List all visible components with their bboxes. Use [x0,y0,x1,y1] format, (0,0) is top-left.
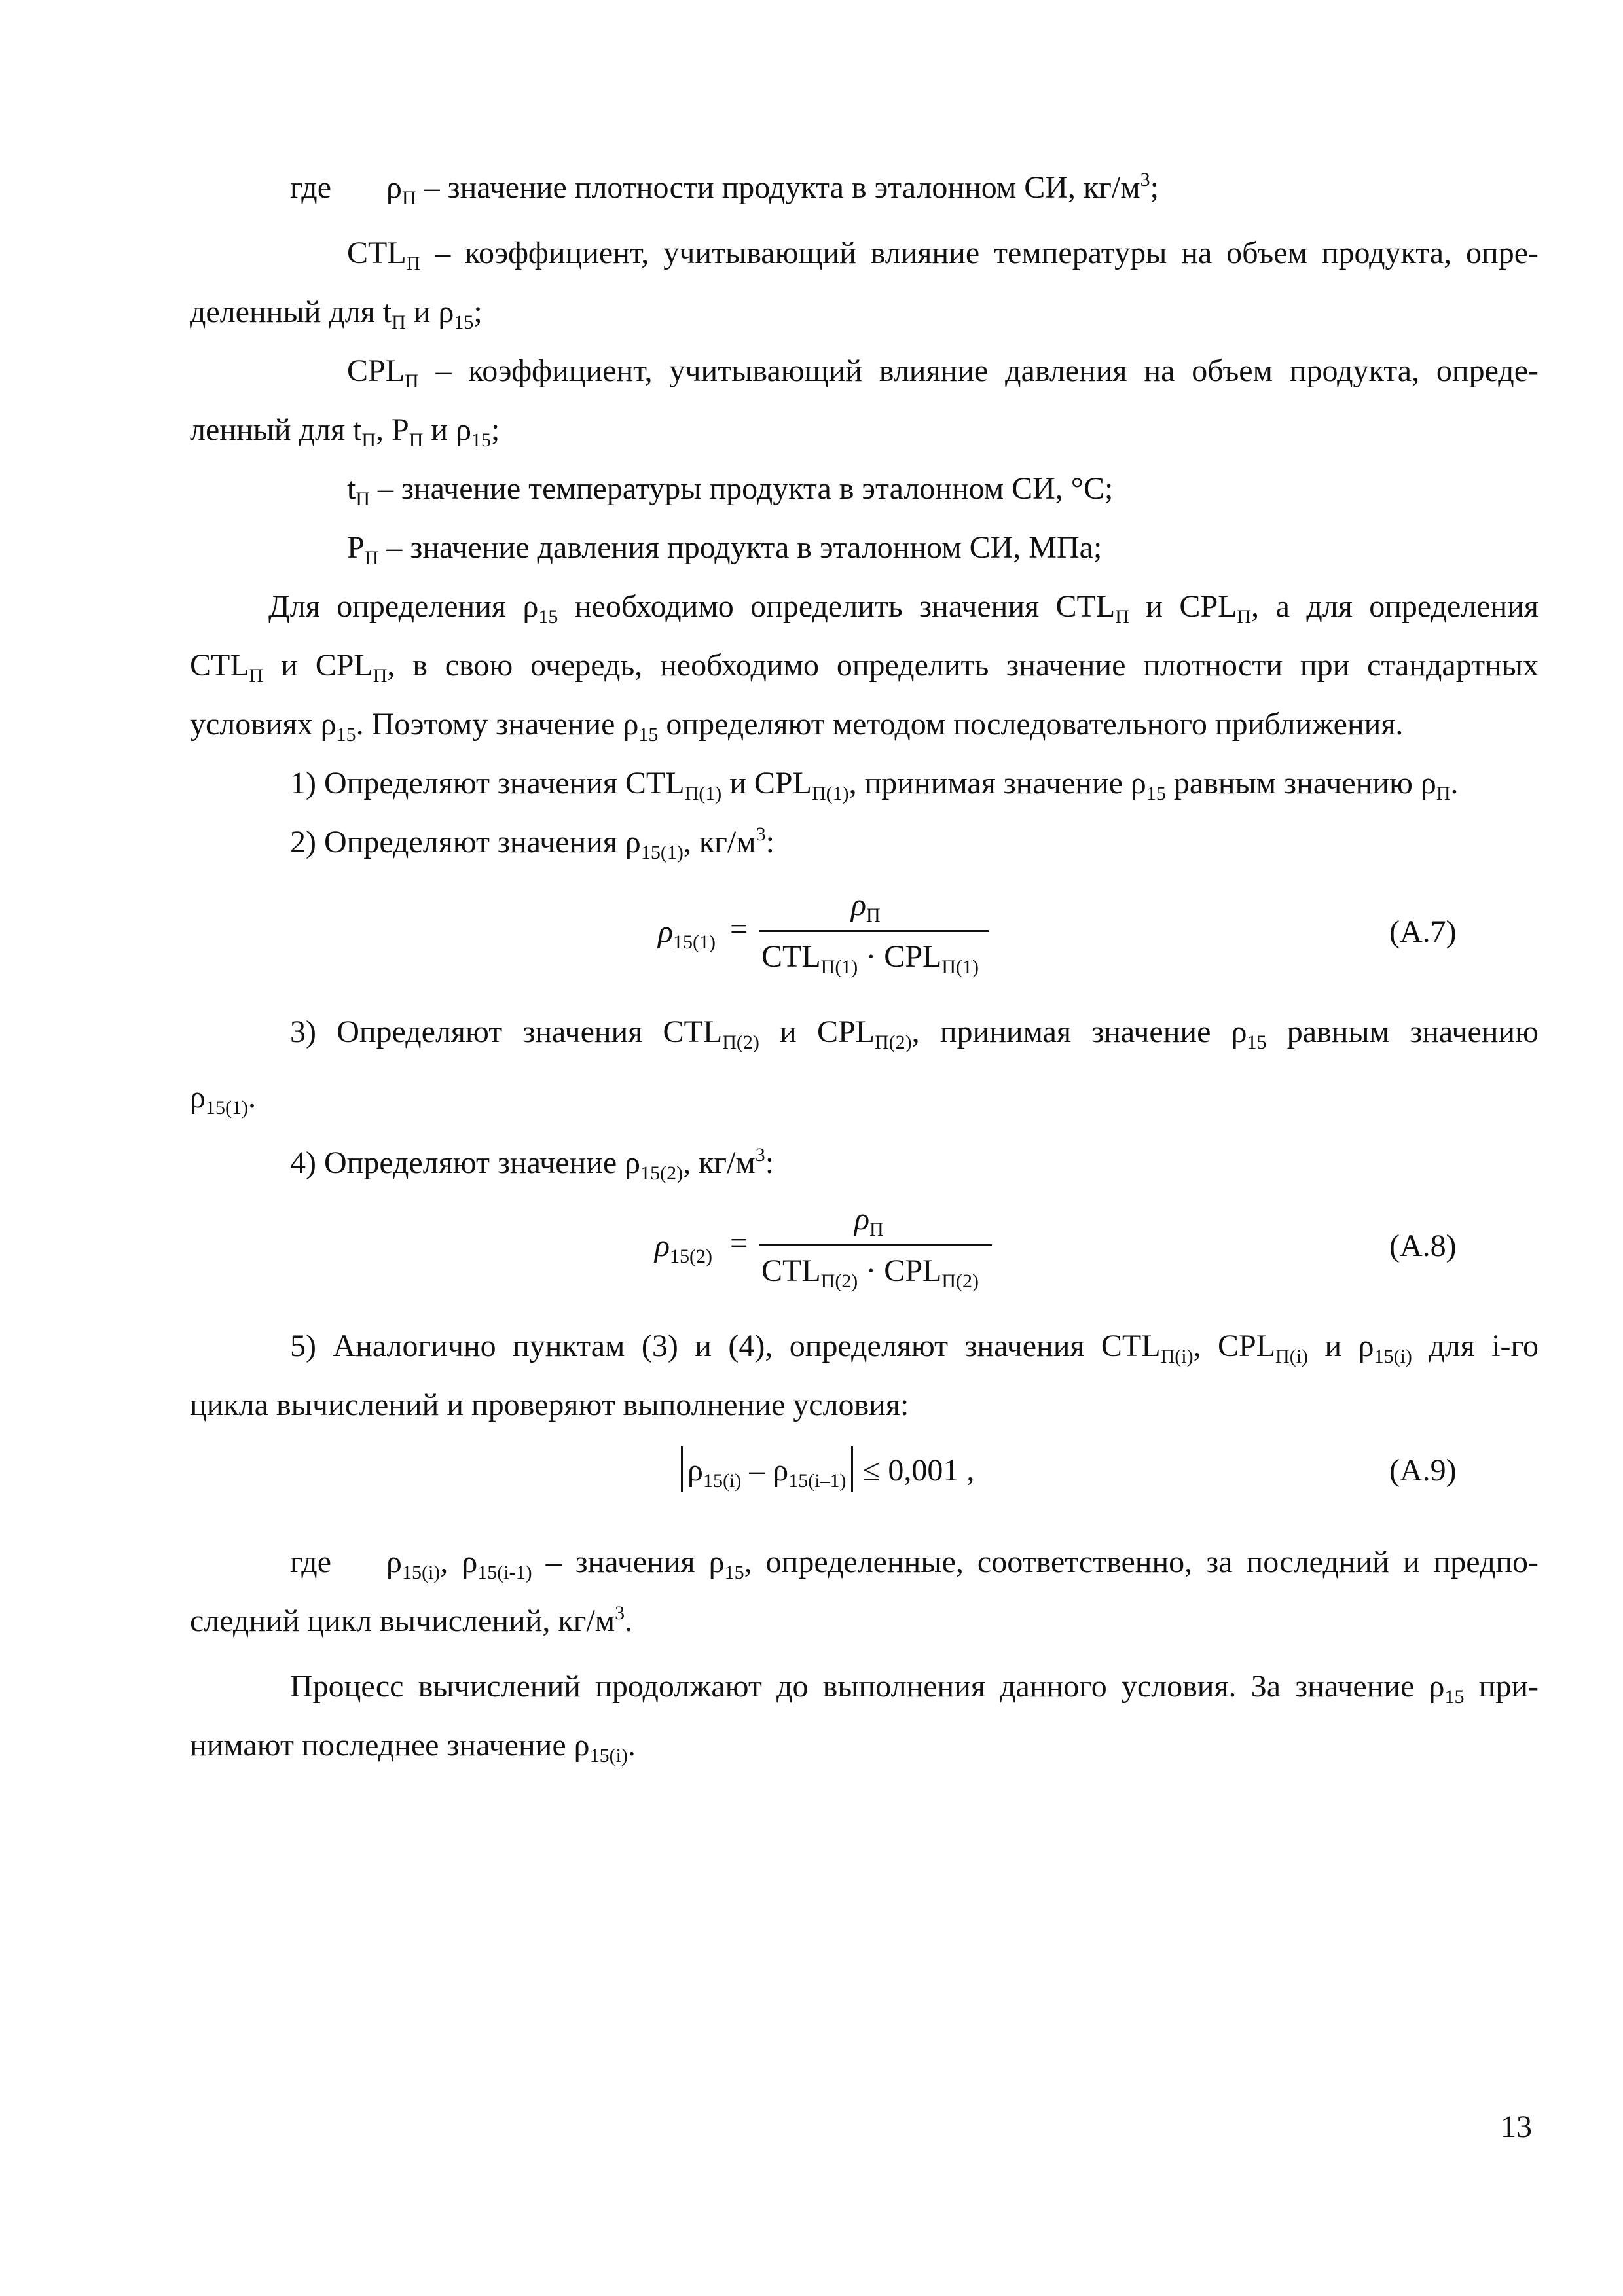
where-label: где [290,170,332,205]
page-number: 13 [1501,2109,1532,2144]
def-t: $t_П$ – значение температуры продукта в эталонном СИ, °C; [347,471,1114,510]
final-line1: Процесс вычислений продолжают до выполнения данного условия. За значение $\rho_{15}$ при- [290,1669,1539,1708]
eq7-fraction-bar [759,930,989,932]
eq7-lhs: $\rho_{15(1)}$ [658,914,716,953]
eq8-denominator: $CTL_{П(2)} \cdot CPL_{П(2)}$ [761,1253,979,1292]
para1-line1: Для определения $\rho_{15}$ необходимо определить значения $CTL_П$ и $CPL_П$, а для определения [268,589,1539,628]
step1: 1) Определяют значения $CTL_{П(1)}$ и $CPL_{П(1)}$, принимая значение $\rho_{15}$ равным значению $\rho_П$. [290,766,1459,804]
eq9-label: (А.9) [1389,1453,1457,1488]
where2-def: $\rho_{15(i)}$, $\rho_{15(i-1)}$ – значения $\rho_{15}$, определенные, соответственно, за последний и предпо- [386,1545,1539,1583]
para1-line3: условиях $\rho_{15}$. Поэтому значение $\rho_{15}$ определяют методом последовательного приближения. [190,707,1404,745]
eq8-fraction-bar [759,1244,992,1246]
eq9-rhs: ≤ 0,001 , [863,1453,975,1488]
step4: 4) Определяют значение $\rho_{15(2)}$, $кг/м^3$: [290,1144,775,1184]
where2-label: где [290,1545,332,1579]
def-ctl: $CTL_П$ – коэффициент, учитывающий влияние температуры на объем продукта, опре- [347,236,1539,274]
eq8-equals: = [730,1226,748,1261]
eq9-lhs: $\rho_{15(i)} - \rho_{15(i-1)}$ [687,1453,847,1492]
def-rho-p: $\rho_П$ – значение плотности продукта в эталонном СИ, $кг/м^3$; [386,169,1159,209]
step3-cont: $\rho_{15(1)}$. [190,1080,256,1119]
def-cpl-cont: ленный для $t_П$, $P_П$ и $\rho_{15}$; [190,412,500,451]
eq9-abs-right [851,1446,853,1492]
para1-line2: $CTL_П$ и $CPL_П$, в свою очередь, необходимо определить значение плотности при стандартных [190,648,1539,687]
def-p: $P_П$ – значение давления продукта в эталонном СИ, МПа; [347,530,1103,569]
eq7-denominator: $CTL_{П(1)} \cdot CPL_{П(1)}$ [761,939,979,978]
eq9-abs-left [681,1446,683,1492]
where2-cont: следний цикл вычислений, $кг/м^3$. [190,1602,633,1638]
eq8-lhs: $\rho_{15(2)}$ [655,1229,713,1267]
eq7-equals: = [730,912,748,946]
def-ctl-cont: деленный для $t_П$ и $\rho_{15}$; [190,295,483,333]
def-cpl: $CPL_П$ – коэффициент, учитывающий влияние давления на объем продукта, опреде- [347,353,1539,392]
step5-cont: цикла вычислений и проверяют выполнение условия: [190,1388,909,1422]
step3: 3) Определяют значения $CTL_{П(2)}$ и $CPL_{П(2)}$, принимая значение $\rho_{15}$ равным значению [290,1014,1539,1053]
eq7-numerator: $\rho_П$ [851,888,881,926]
final-line2: нимают последнее значение $\rho_{15(i)}$. [190,1728,636,1767]
step2: 2) Определяют значения $\rho_{15(1)}$, $кг/м^3$: [290,823,775,863]
eq8-numerator: $\rho_П$ [854,1202,884,1240]
step5: 5) Аналогично пунктам (3) и (4), определяют значения $CTL_{П(i)}$, $CPL_{П(i)}$ и $\rho_{15(i)}$ для i-го [290,1329,1539,1367]
eq7-label: (А.7) [1389,914,1457,949]
eq8-label: (А.8) [1389,1229,1457,1263]
